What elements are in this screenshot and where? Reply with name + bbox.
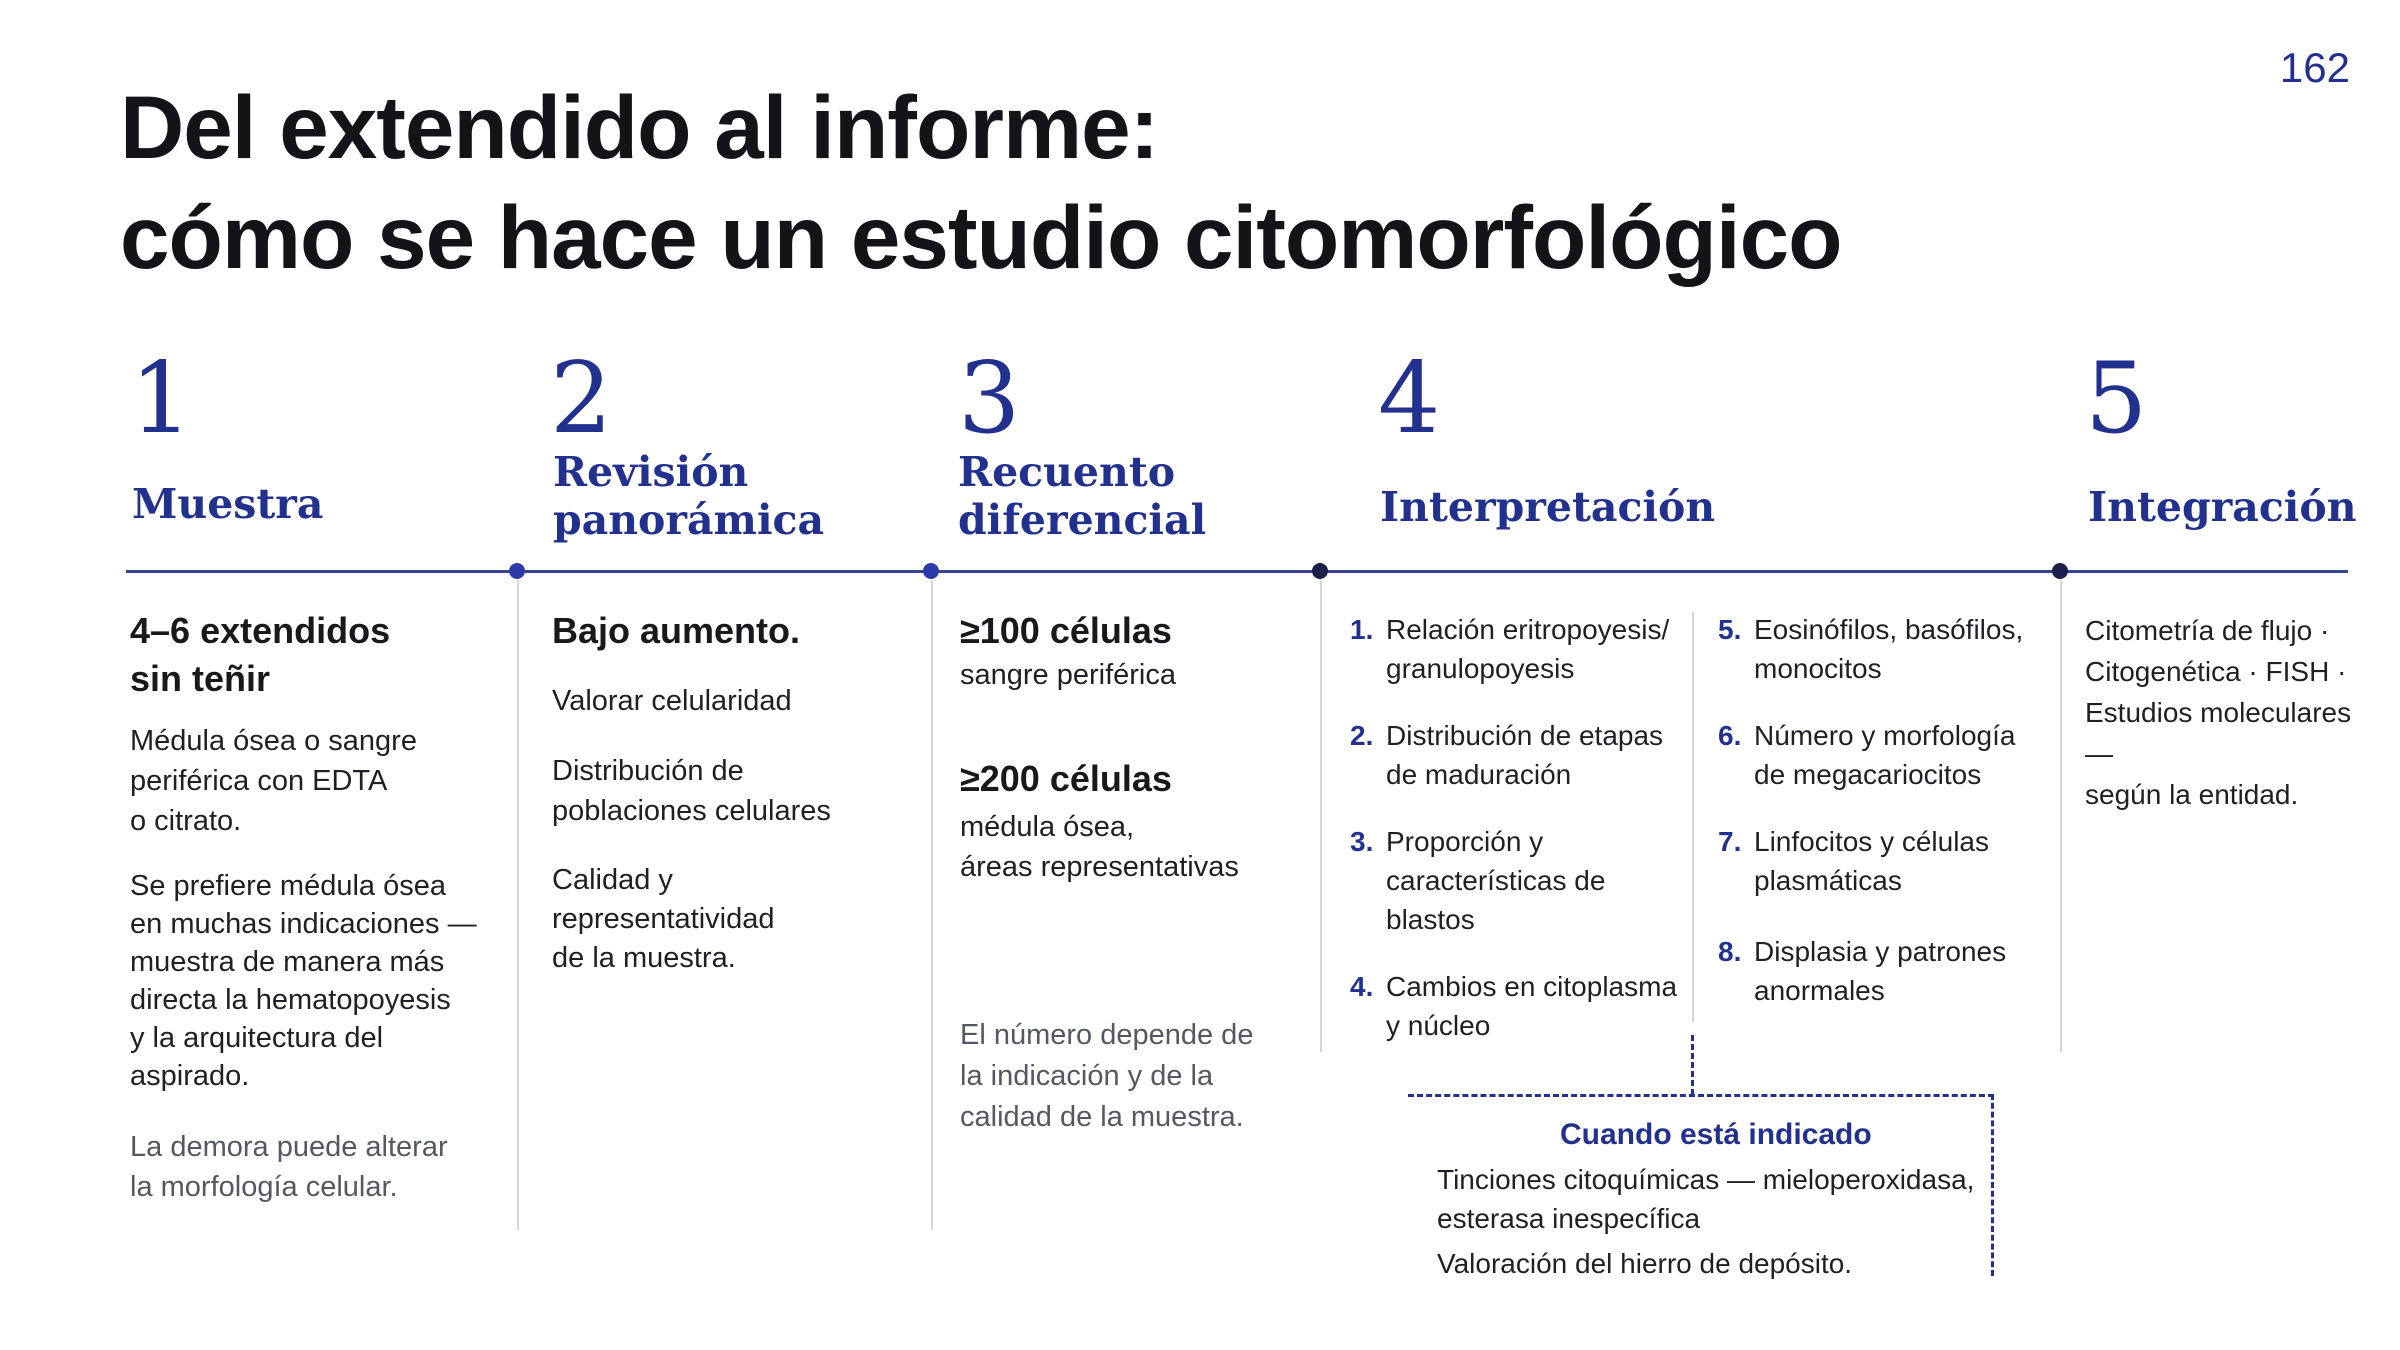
text-line: áreas representativas <box>960 851 1239 883</box>
step-3-sub-2 <box>960 807 1310 887</box>
step-3-content <box>960 607 1310 887</box>
column-divider <box>517 580 519 1230</box>
step-3-sub-1: sangre periférica <box>960 659 1176 691</box>
text-line: representatividad <box>552 903 775 935</box>
list-item <box>1718 932 2048 1010</box>
list-item-number: 1. <box>1350 614 1374 645</box>
timeline-node-4 <box>1312 563 1328 579</box>
callout-text <box>1437 1160 1974 1283</box>
text-line: Linfocitos y células <box>1754 826 1990 857</box>
page-number: 162 <box>2279 44 2350 91</box>
step-1-lead <box>130 607 500 703</box>
list-item-text <box>1754 716 2015 794</box>
list-item-text <box>1386 610 1669 688</box>
list-item <box>1350 716 1680 794</box>
step-5-content <box>2085 610 2385 815</box>
step-1-lead-line-1: 4–6 extendidos <box>130 610 391 651</box>
step-3-lead-2: ≥200 células <box>960 758 1172 799</box>
text-line: características de <box>1386 865 1606 896</box>
text-line: Médula ósea o sangre <box>130 725 417 757</box>
text-line: Proporción y <box>1386 826 1544 857</box>
text-line: blastos <box>1386 904 1475 935</box>
text-line: Displasia y patrones <box>1754 936 2007 967</box>
text-line: Se prefiere médula ósea <box>130 870 446 902</box>
list-item <box>1350 822 1680 939</box>
list-item-text <box>1754 822 1989 900</box>
list-item-number: 5. <box>1718 614 1742 645</box>
text-line: El número depende de <box>960 1019 1254 1051</box>
step-3-title-line-1: Recuento <box>958 448 1176 496</box>
step-2-number: 2 <box>550 342 613 456</box>
list-item-text <box>1754 610 2023 688</box>
callout-connector <box>1691 1035 1694 1095</box>
text-line: directa la hematopoyesis <box>130 984 451 1016</box>
step-2-lead: Bajo aumento. <box>552 610 801 651</box>
text-line: en muchas indicaciones — <box>130 908 477 940</box>
text-line: Distribución de <box>552 755 744 787</box>
text-line: esterasa inespecífica <box>1437 1203 1701 1234</box>
list-item <box>1718 716 2048 794</box>
step-1-header <box>130 342 324 528</box>
list-item-text <box>1386 822 1605 939</box>
column-divider <box>2060 580 2062 1052</box>
step-3-note <box>960 1015 1310 1138</box>
step-3-lead-1: ≥100 células <box>960 610 1172 651</box>
list-item <box>1350 610 1680 688</box>
text-line: Citometría de flujo · <box>2085 615 2330 646</box>
step-2-content <box>552 607 912 978</box>
column-divider <box>931 580 933 1230</box>
step-3-header <box>958 342 1207 544</box>
text-line: periférica con EDTA <box>130 765 388 797</box>
step-4-header <box>1378 342 1716 531</box>
text-line: Relación eritropoyesis/ <box>1386 614 1670 645</box>
text-line: anormales <box>1754 975 1885 1006</box>
step-2-item-2 <box>552 751 912 831</box>
list-item-text <box>1386 967 1677 1045</box>
interpretation-list-left <box>1350 610 1680 1045</box>
title-line-2: cómo se hace un estudio citomorfológico <box>120 187 1842 287</box>
text-line: según la entidad. <box>2085 779 2299 810</box>
list-item <box>1350 967 1680 1045</box>
column-divider <box>1320 580 1322 1052</box>
step-3-title <box>958 448 1358 544</box>
text-line: de megacariocitos <box>1754 759 1982 790</box>
text-line: poblaciones celulares <box>552 795 831 827</box>
step-2-title-line-1: Revisión <box>553 448 749 496</box>
text-line: la morfología celular. <box>130 1171 398 1203</box>
callout-border-top <box>1408 1094 1994 1097</box>
page-title <box>120 72 1841 292</box>
list-item-number: 3. <box>1350 826 1374 857</box>
step-3-number: 3 <box>958 342 1021 456</box>
text-line: Distribución de etapas <box>1386 720 1664 751</box>
text-line: Valoración del hierro de depósito. <box>1437 1248 1853 1279</box>
step-4-number: 4 <box>1378 342 1441 456</box>
text-line: o citrato. <box>130 805 242 837</box>
text-line: granulopoyesis <box>1386 653 1575 684</box>
step-1-paragraph-2 <box>130 867 500 1095</box>
list-item <box>1718 822 2048 900</box>
step-2-item-3 <box>552 861 912 978</box>
step-2-header <box>550 342 825 544</box>
interpretation-list-right <box>1718 610 2048 1010</box>
text-line: y la arquitectura del <box>130 1022 384 1054</box>
step-5-header <box>2085 342 2357 531</box>
text-line: plasmáticas <box>1754 865 1902 896</box>
timeline-node-2 <box>509 563 525 579</box>
text-line: La demora puede alterar <box>130 1131 448 1163</box>
text-line: muestra de manera más <box>130 946 445 978</box>
list-item-number: 4. <box>1350 971 1374 1002</box>
callout-title: Cuando está indicado <box>1560 1118 1872 1151</box>
text-line: Estudios moleculares — <box>2085 697 2352 769</box>
list-item-text <box>1754 932 2006 1010</box>
column-divider <box>1692 612 1694 1022</box>
list-item-number: 7. <box>1718 826 1742 857</box>
list-item <box>1718 610 2048 688</box>
text-line: de la muestra. <box>552 942 736 974</box>
text-line: Tinciones citoquímicas — mieloperoxidasa, <box>1437 1164 1975 1195</box>
text-line: Número y morfología <box>1754 720 2016 751</box>
step-2-title-line-2: panorámica <box>553 496 825 544</box>
list-item-number: 6. <box>1718 720 1742 751</box>
text-line: de maduración <box>1386 759 1572 790</box>
step-3-title-line-2: diferencial <box>958 496 1207 544</box>
step-1-number: 1 <box>130 342 193 456</box>
timeline-node-5 <box>2052 563 2068 579</box>
callout-border-right <box>1991 1094 1994 1276</box>
text-line: Calidad y <box>552 864 673 896</box>
step-5-title: Integración <box>2088 483 2357 531</box>
step-1-paragraph-1 <box>130 721 500 841</box>
text-line: y núcleo <box>1386 1010 1491 1041</box>
text-line: Eosinófilos, basófilos, <box>1754 614 2024 645</box>
step-1-lead-line-2: sin teñir <box>130 658 271 699</box>
title-line-1: Del extendido al informe: <box>120 77 1159 177</box>
step-1-content <box>130 607 500 1207</box>
text-line: aspirado. <box>130 1060 250 1092</box>
step-2-item-1: Valorar celularidad <box>552 685 792 717</box>
list-item-number: 2. <box>1350 720 1374 751</box>
text-line: monocitos <box>1754 653 1882 684</box>
text-line: Cambios en citoplasma <box>1386 971 1678 1002</box>
timeline-node-3 <box>923 563 939 579</box>
text-line: médula ósea, <box>960 811 1135 843</box>
list-item-number: 8. <box>1718 936 1742 967</box>
step-1-note <box>130 1127 500 1207</box>
list-item-text <box>1386 716 1663 794</box>
text-line: la indicación y de la <box>960 1060 1214 1092</box>
timeline-line <box>126 570 2348 573</box>
text-line: Citogenética · FISH · <box>2085 656 2347 687</box>
step-1-title: Muestra <box>132 480 324 528</box>
step-4-title: Interpretación <box>1380 483 1716 531</box>
text-line: calidad de la muestra. <box>960 1101 1244 1133</box>
step-2-title <box>553 448 953 544</box>
step-5-number: 5 <box>2085 342 2148 456</box>
